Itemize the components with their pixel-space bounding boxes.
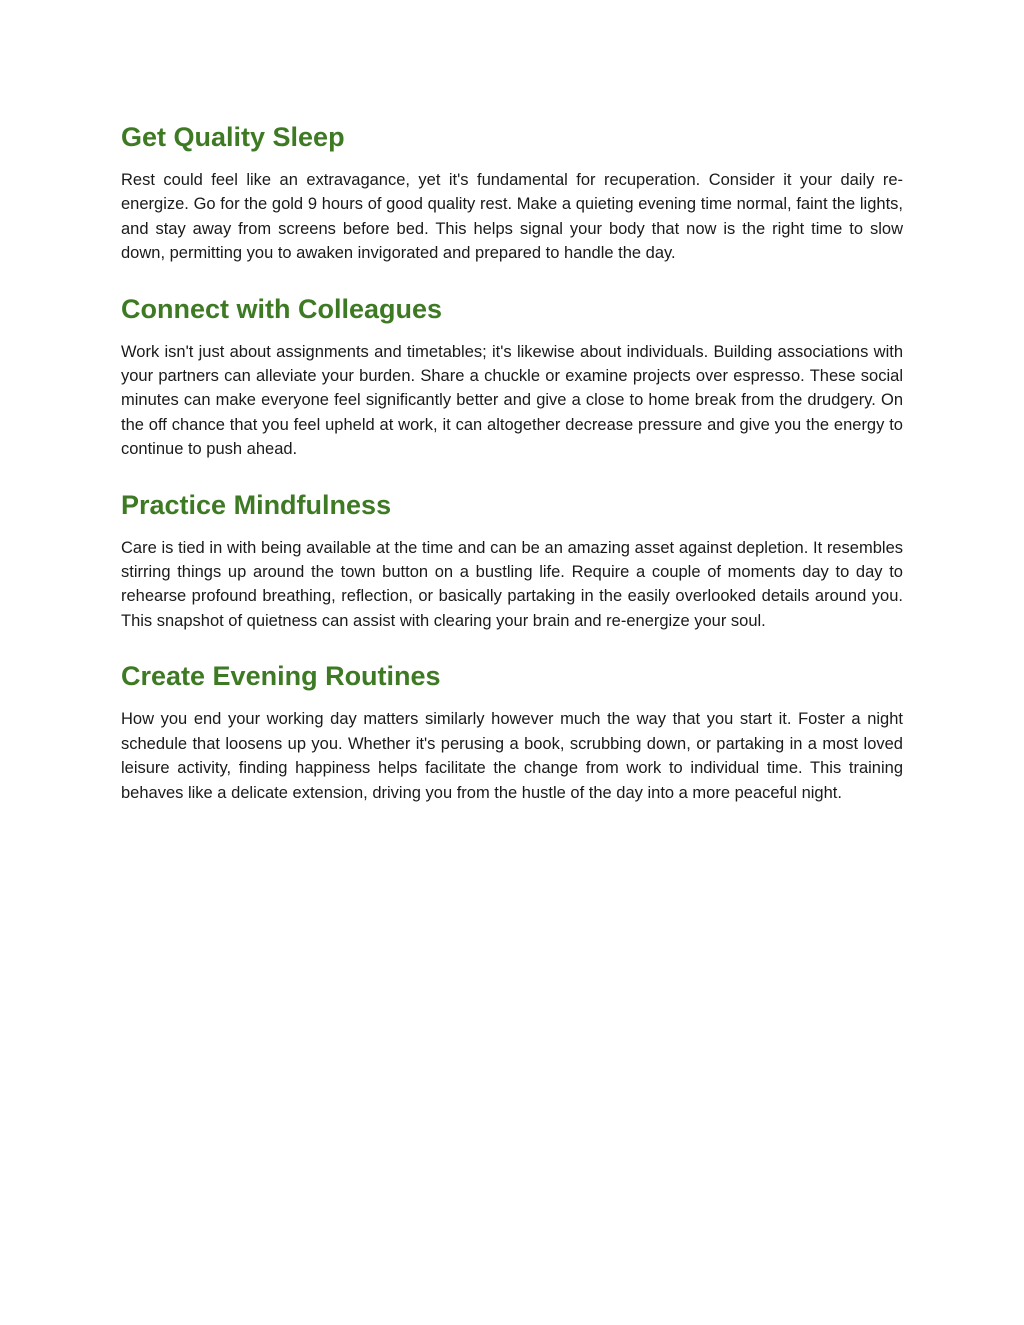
- document-page: [121, 118, 903, 829]
- section-practice-mindfulness: [121, 486, 903, 634]
- section-heading: Practice Mindfulness: [121, 489, 392, 520]
- section-paragraph: Work isn't just about assignments and timetables; it's likewise about individuals. Building associations with your partners can alleviate your burden. Share a chuckle or examine projects over espresso. These social minutes can make everyone feel significantly better and give a close to home break from the drudgery. On the off chance that you feel upheld at work, it can altogether decrease pressure and give you the energy to continue to push ahead.: [121, 342, 903, 459]
- section-get-quality-sleep: [121, 118, 903, 266]
- section-paragraph: How you end your working day matters similarly however much the way that you start it. Foster a night schedule that loosens up you. Whether it's perusing a book, scrubbing down, or partaking in a most loved leisure activity, finding happiness helps facilitate the change from work to individual time. This training behaves like a delicate extension, driving you from the hustle of the day into a more peaceful night.: [121, 710, 903, 802]
- section-paragraph: Care is tied in with being available at the time and can be an amazing asset against depletion. It resembles stirring things up around the town button on a bustling life. Require a couple of moments day to day to rehearse profound breathing, reflection, or basically partaking in the easily overlooked details around you. This snapshot of quietness can assist with clearing your brain and re-energize your soul.: [121, 538, 903, 630]
- section-heading: Connect with Colleagues: [121, 293, 443, 324]
- section-create-evening-routines: [121, 657, 903, 805]
- section-heading: Create Evening Routines: [121, 661, 441, 692]
- section-connect-with-colleagues: [121, 290, 903, 462]
- section-paragraph: Rest could feel like an extravagance, yet it's fundamental for recuperation. Consider it your daily re-energize. Go for the gold 9 hours of good quality rest. Make a quieting evening time normal, faint the lights, and stay away from screens before bed. This helps signal your body that now is the right time to slow down, permitting you to awaken invigorated and prepared to handle the day.: [121, 171, 903, 263]
- section-heading: Get Quality Sleep: [121, 122, 345, 152]
